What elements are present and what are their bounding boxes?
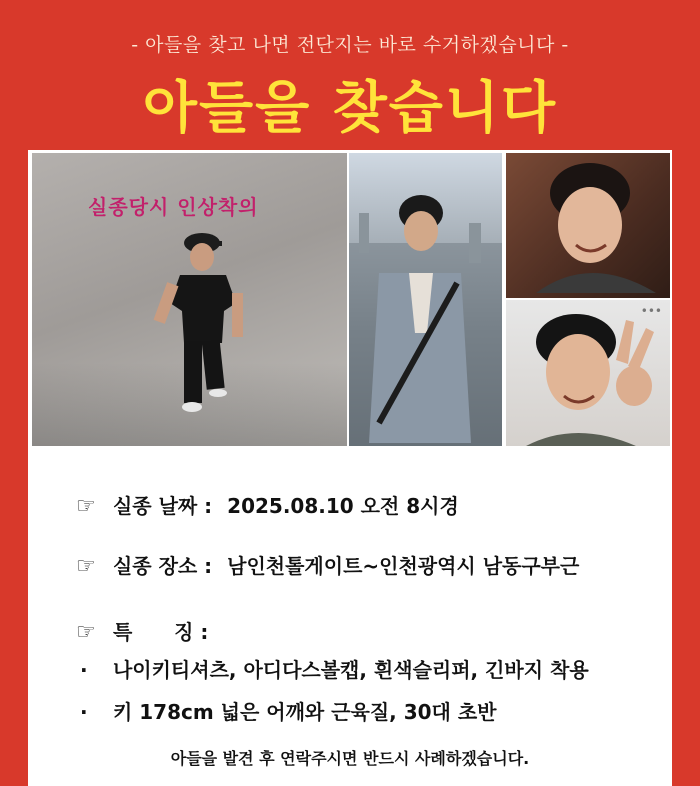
- date-label: 실종 날짜 :: [112, 494, 213, 518]
- header-notice: - 아들을 찾고 나면 전단지는 바로 수거하겠습니다 -: [131, 34, 569, 56]
- cctv-caption: 실종당시 인상착의: [88, 195, 259, 219]
- poster-title: 아들을 찾습니다: [142, 76, 558, 141]
- features-line: [76, 616, 208, 645]
- missing-details: [28, 150, 672, 786]
- pointer-icon: ☞: [76, 554, 96, 579]
- pointer-icon: ☞: [76, 620, 96, 645]
- feature-text: 나이키티셔츠, 아디다스볼캡, 흰색슬리퍼, 긴바지 착용: [112, 658, 589, 682]
- reward-note: 아들을 발견 후 연락주시면 반드시 사례하겠습니다.: [170, 749, 530, 768]
- place-label: 실종 장소 :: [112, 554, 213, 578]
- feature-item: [80, 654, 589, 683]
- poster-card: [28, 150, 672, 786]
- date-value: 2025.08.10 오전 8시경: [227, 494, 459, 518]
- pointer-icon: ☞: [76, 494, 96, 519]
- more-icon: •••: [640, 304, 662, 318]
- missing-place-line: [76, 550, 579, 579]
- features-label: 특 징 :: [112, 620, 209, 644]
- bullet-dot: ·: [80, 658, 88, 682]
- bullet-dot: ·: [80, 700, 88, 724]
- place-value: 남인천톨게이트~인천광역시 남동구부근: [227, 554, 580, 578]
- feature-text: 키 178cm 넓은 어깨와 근육질, 30대 초반: [112, 700, 497, 724]
- missing-date-line: [76, 490, 459, 519]
- feature-item: [80, 696, 496, 725]
